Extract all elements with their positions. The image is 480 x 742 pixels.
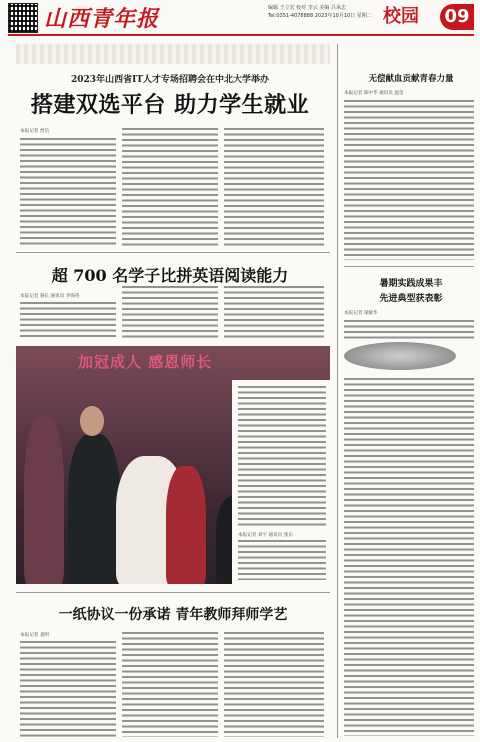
article-headline: 一纸协议一份承诺 青年教师拜师学艺 <box>58 607 288 623</box>
article-headline: 搭建双选平台 助力学生就业 <box>30 92 310 118</box>
article-body <box>344 100 474 260</box>
article-body-col1 <box>20 138 116 246</box>
article-headline-line2: 先进典型获表彰 <box>379 294 443 304</box>
newspaper-logo: 山西青年报 <box>44 6 160 32</box>
qr-code-icon <box>8 3 38 33</box>
group-photo <box>344 342 456 370</box>
page-number-badge: 09 <box>440 4 474 30</box>
photo-figure <box>166 466 206 584</box>
article-kicker: 2023年山西省IT人才专场招聘会在中北大学举办 <box>71 75 269 85</box>
column-divider <box>337 44 338 738</box>
article-body-continued <box>238 540 326 580</box>
article-body-col2 <box>122 632 218 737</box>
decorative-band <box>16 44 330 64</box>
article-body-col1 <box>20 302 116 340</box>
article-headline-line1: 暑期实践成果丰 <box>379 279 443 289</box>
article-byline: 本报记者 骆长 通讯员 李海英 <box>20 294 80 299</box>
article-body-col3 <box>224 632 324 737</box>
article-byline: 本报记者 姜明 <box>20 633 50 638</box>
photo-face <box>80 406 104 436</box>
divider <box>16 252 330 253</box>
article-text-panel <box>232 380 330 584</box>
article-byline: 本报记者 刘宇 通讯员 张东 <box>238 533 293 538</box>
divider <box>16 592 330 593</box>
article-body-col1 <box>20 641 116 737</box>
photo-figure <box>68 434 120 584</box>
article-body-col3 <box>224 286 324 340</box>
article-byline: 本报记者 贾信 <box>20 129 50 134</box>
photo-caption: 加冠成人 感恩师长 <box>78 353 213 371</box>
masthead <box>0 0 480 40</box>
article-body-col2 <box>122 128 218 246</box>
article-body <box>238 386 326 528</box>
article-body-col2 <box>122 286 218 340</box>
divider <box>344 266 474 267</box>
header-info <box>268 4 372 20</box>
header-editors: 编辑 王立宏 校对 李云 美编 吕承志 <box>268 5 346 11</box>
article-body-intro <box>344 320 474 340</box>
article-headline: 超 700 名学子比拼英语阅读能力 <box>51 266 289 285</box>
masthead-rule <box>8 34 474 36</box>
article-headline: 无偿献血贡献青春力量 <box>368 74 454 84</box>
article-body <box>344 378 474 736</box>
article-byline: 本报记者 梁敏华 <box>344 311 378 316</box>
section-name: 校园 <box>383 6 419 27</box>
article-byline: 本报记者 陈中华 通讯员 温莹 <box>344 91 404 96</box>
article-body-col3 <box>224 128 324 246</box>
photo-figure <box>24 416 64 584</box>
header-date: Tel:0351-4078888 2023年10月10日 星期二 <box>268 13 372 19</box>
